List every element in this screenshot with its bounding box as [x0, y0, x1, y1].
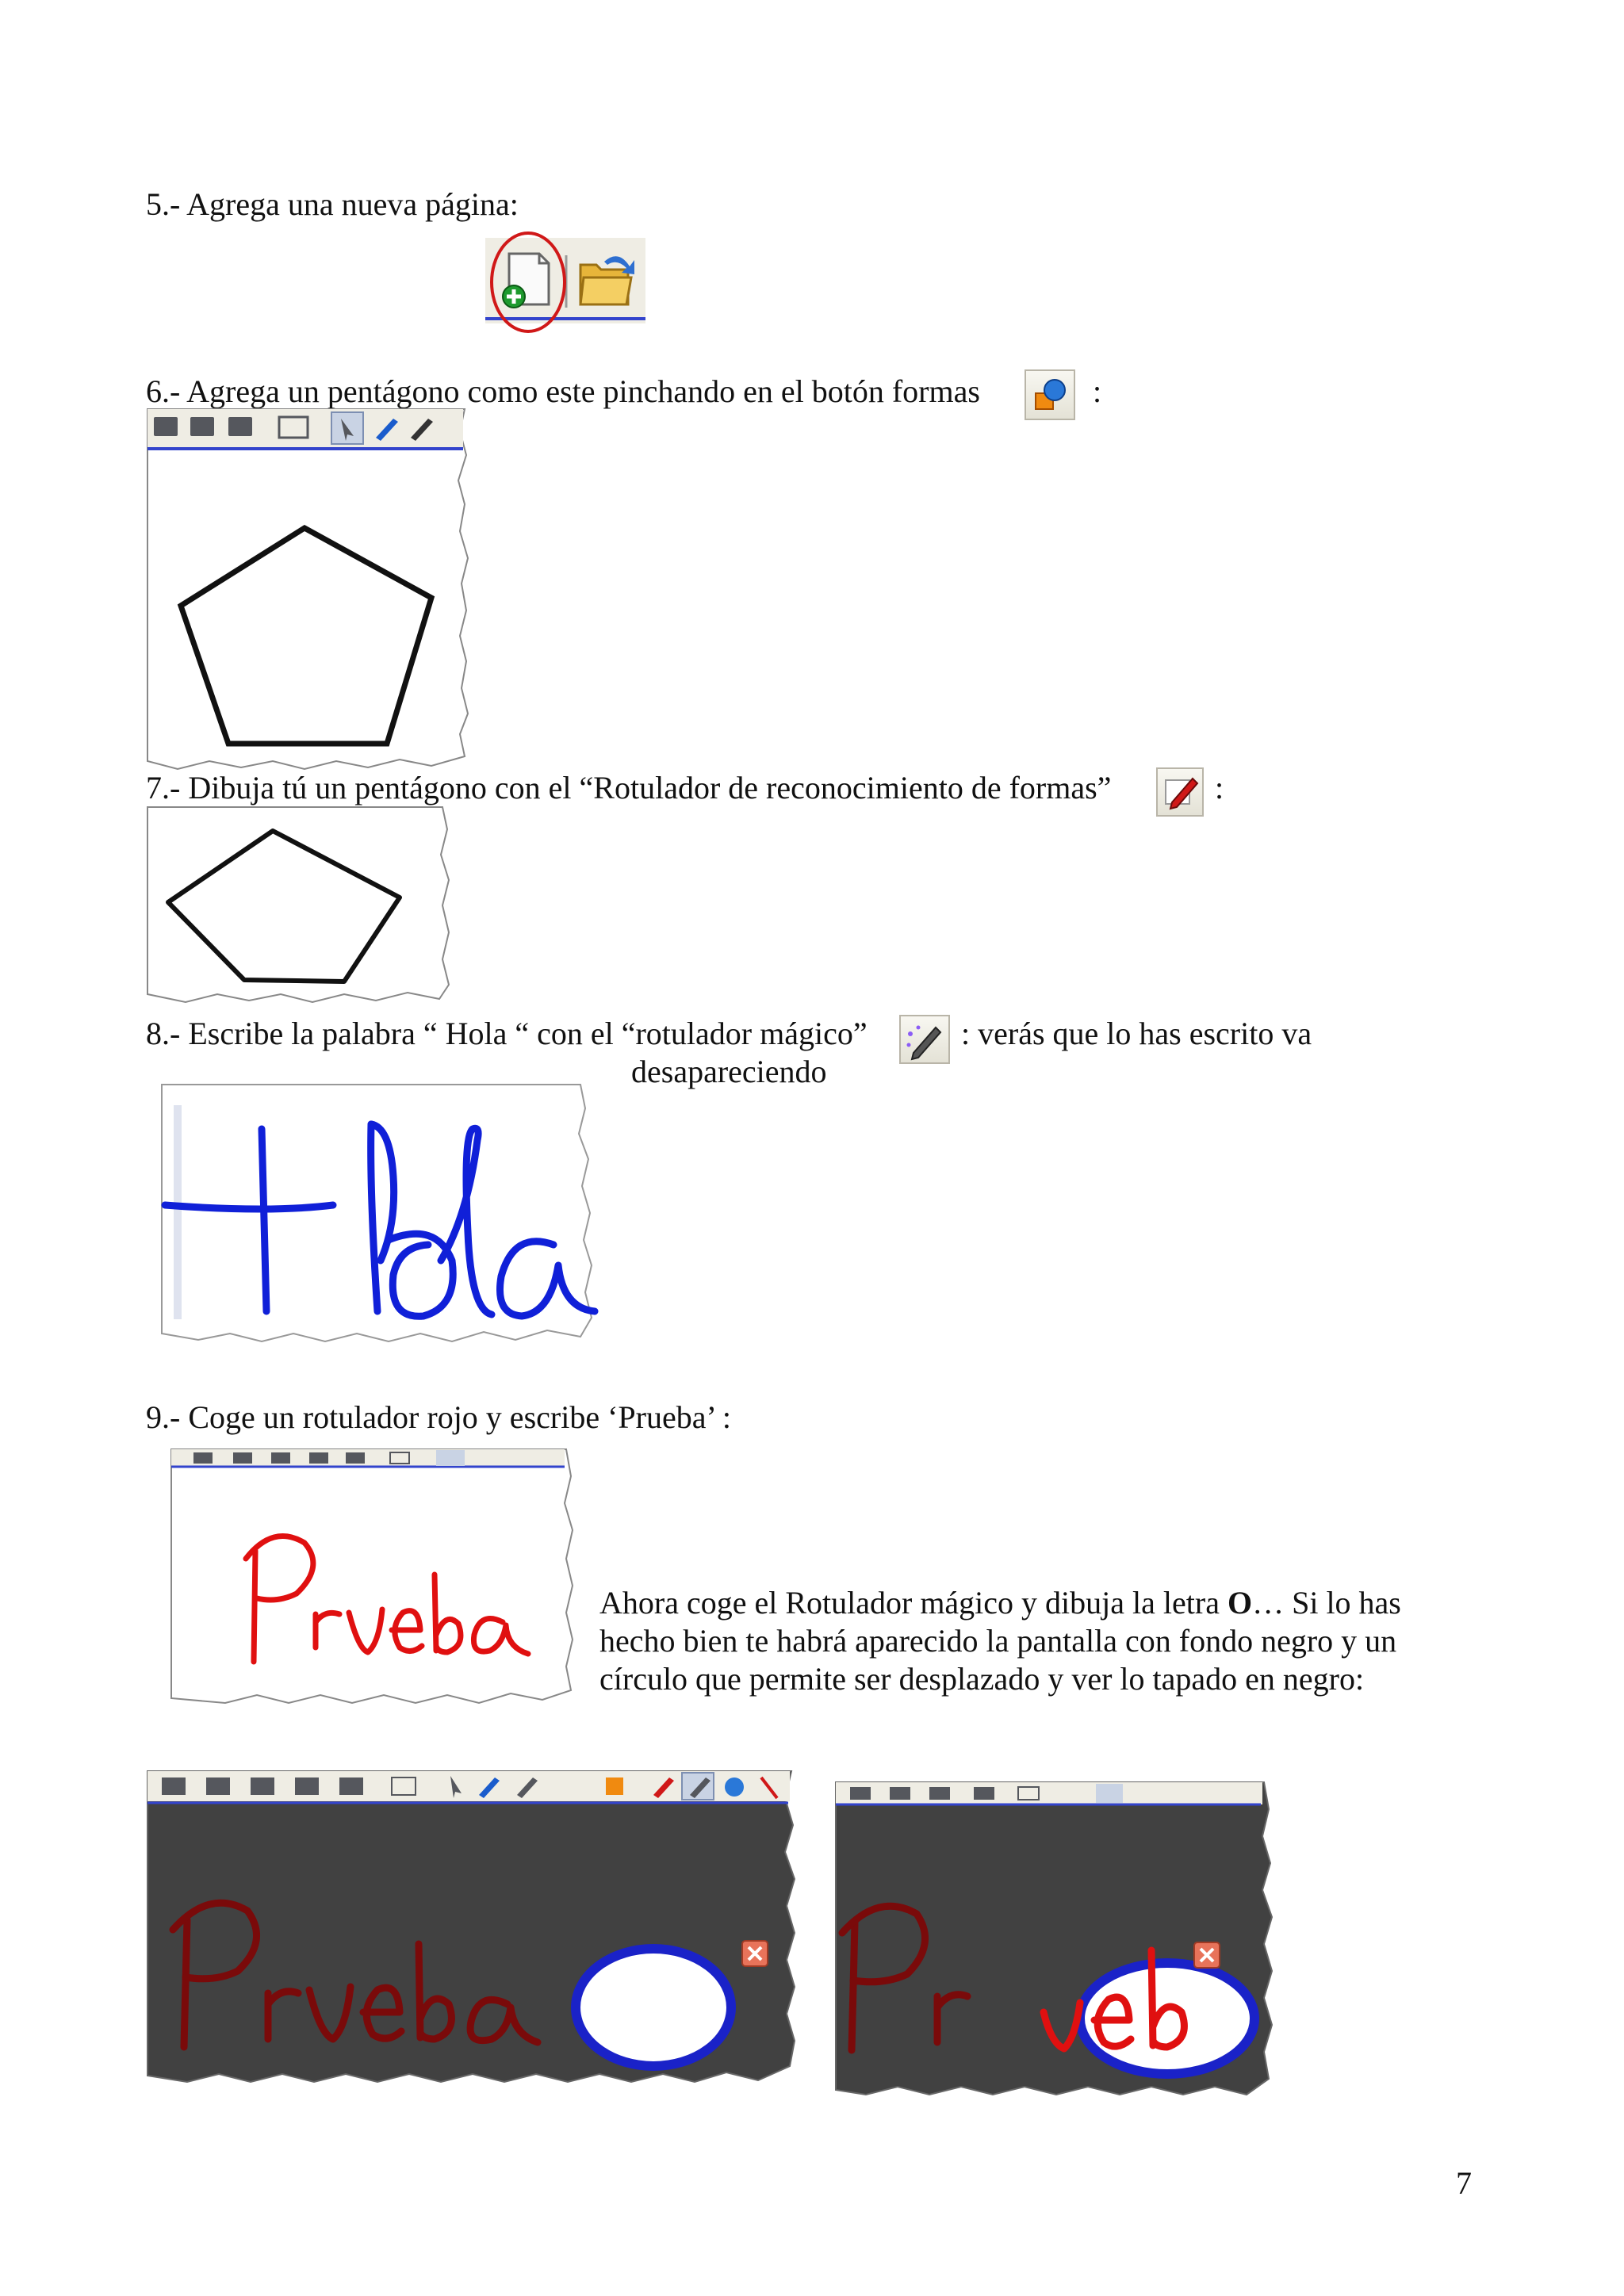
paragraph-bold-letter: O: [1227, 1585, 1253, 1621]
paragraph-line-1-end: … Si lo has: [1252, 1585, 1401, 1621]
magic-pen-icon[interactable]: [899, 1015, 950, 1064]
step-8-label: 8.- Escribe la palabra “ Hola “ con el “rotulador mágico”: [146, 1016, 868, 1051]
new-page-icon[interactable]: [503, 254, 549, 308]
spotlight-screenshot-right: [834, 1781, 1278, 2106]
new-page-toolbar-screenshot: [485, 232, 647, 336]
step-6-text: [146, 373, 980, 411]
prueba-screenshot: [170, 1448, 576, 1722]
step-5-text: 5.- Agrega una nueva página:: [146, 186, 519, 222]
shape-recognition-pen-icon[interactable]: [1156, 767, 1204, 817]
step-7-colon: :: [1215, 770, 1224, 806]
hola-screenshot: [159, 1081, 603, 1375]
close-icon[interactable]: [1194, 1942, 1220, 1968]
paragraph-line-3: círculo que permite ser desplazado y ver lo tapado en negro:: [599, 1661, 1365, 1697]
close-icon[interactable]: [742, 1941, 768, 1966]
step-8-text: [146, 1015, 868, 1053]
spotlight-screenshot-left: [146, 1770, 807, 2095]
paragraph-line-1-start: Ahora coge el Rotulador mágico y dibuja la letra: [599, 1585, 1228, 1621]
step-7-text: [146, 769, 1111, 807]
shapes-icon[interactable]: [1025, 369, 1075, 420]
drawn-pentagon-screenshot: [146, 806, 465, 1010]
pentagon-screenshot: [146, 408, 477, 772]
step-8-tail: : verás que lo has escrito va: [961, 1016, 1312, 1051]
paragraph-line-2: hecho bien te habrá aparecido la pantalla con fondo negro y un: [599, 1623, 1397, 1659]
spotlight-circle: [576, 1949, 731, 2066]
step-6-label: 6.- Agrega un pentágono como este pinchando en el botón formas: [146, 373, 980, 409]
step-7-label: 7.- Dibuja tú un pentágono con el “Rotulador de reconocimiento de formas”: [146, 770, 1112, 806]
paragraph-line-1: [599, 1584, 1401, 1622]
step-6-colon: :: [1093, 373, 1102, 409]
step-8-line2: desapareciendo: [631, 1054, 827, 1089]
page-number: 7: [1456, 2165, 1472, 2201]
step-9-text: 9.- Coge un rotulador rojo y escribe ‘Prueba’ :: [146, 1399, 731, 1435]
